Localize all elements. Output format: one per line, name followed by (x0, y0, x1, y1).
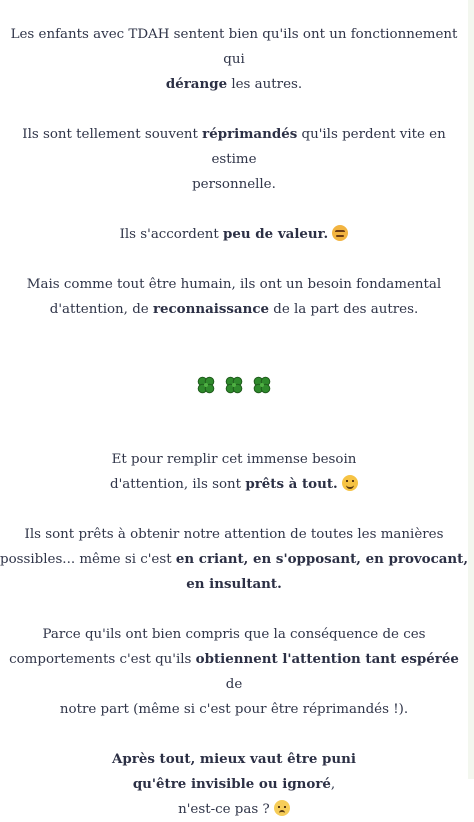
text: de (225, 677, 243, 692)
bold-text: dérange (165, 76, 228, 92)
bold-text: en criant, en s'opposant, en provocant, (175, 551, 469, 567)
text: les autres. (227, 77, 303, 92)
text: n'est-ce pas ? (178, 802, 274, 817)
four-leaf-clover-icon (252, 375, 272, 395)
angry-face-icon (332, 225, 348, 241)
bold-text: en insultant. (186, 576, 282, 592)
paragraph-consequence (0, 622, 468, 722)
text: Ils s'accordent (119, 227, 224, 242)
text: Mais comme tout être humain, ils ont un besoin fondamental (26, 277, 442, 292)
clover-separator (0, 372, 468, 397)
text: possibles... même si c'est (0, 552, 176, 567)
text: Les enfants avec TDAH sentent bien qu'ils ont un fonctionnement qui (10, 27, 458, 67)
bold-text: obtiennent l'attention tant espérée (195, 651, 459, 667)
text: d'attention, ils sont (110, 477, 246, 492)
bold-text: Après tout, mieux vaut être puni (112, 751, 356, 767)
text: Ils sont prêts à obtenir notre attention de toutes les manières (24, 527, 444, 542)
paragraph-prets-a-tout (0, 447, 468, 497)
text: Parce qu'ils ont bien compris que la conséquence de ces (42, 627, 426, 642)
text: qu'ils perdent vite en estime (211, 127, 446, 167)
paragraph-toutes-manieres (0, 522, 468, 597)
smiling-face-icon (342, 475, 358, 491)
paragraph-tdah-intro (0, 22, 468, 97)
bold-text: peu de valeur. (223, 226, 329, 242)
bold-text: prêts à tout. (245, 476, 338, 492)
article-body (0, 22, 468, 822)
paragraph-conclusion (0, 747, 468, 822)
text: personnelle. (192, 177, 276, 192)
bold-text: qu'être invisible ou ignoré (132, 776, 331, 792)
disappointed-face-icon (274, 800, 290, 816)
bold-text: réprimandés (202, 126, 298, 142)
page-edge-strip (468, 0, 474, 779)
text: de la part des autres. (269, 302, 419, 317)
paragraph-peu-de-valeur (0, 222, 468, 247)
text: comportements c'est qu'ils (9, 652, 196, 667)
paragraph-reprimandes (0, 122, 468, 197)
text: , (330, 777, 336, 792)
four-leaf-clover-icon (196, 375, 216, 395)
bold-text: reconnaissance (152, 301, 270, 317)
four-leaf-clover-icon (224, 375, 244, 395)
text: d'attention, de (49, 302, 153, 317)
text: Et pour remplir cet immense besoin (111, 452, 357, 467)
text: Ils sont tellement souvent (22, 127, 203, 142)
paragraph-besoin-fondamental (0, 272, 468, 322)
text: notre part (même si c'est pour être réprimandés !). (59, 702, 409, 717)
